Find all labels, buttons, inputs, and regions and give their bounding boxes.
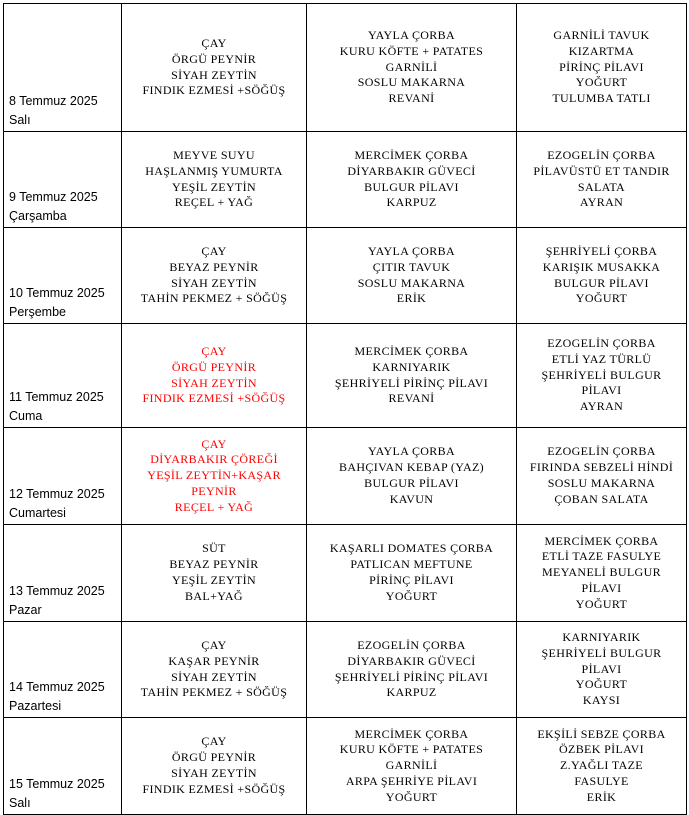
breakfast-item: ÇAY (201, 243, 227, 258)
date-text: 14 Temmuz 2025 (9, 680, 105, 694)
lunch-cell (307, 324, 517, 428)
menu-row (4, 525, 687, 622)
dinner-item: ŞEHRİYELİ ÇORBA (545, 243, 658, 258)
dinner-item: YOĞURT (575, 596, 628, 611)
dinner-item: ERİK (586, 789, 617, 804)
breakfast-item: SİYAH ZEYTİN (171, 67, 257, 82)
lunch-item: KURU KÖFTE + PATATES (339, 742, 484, 757)
breakfast-cell (122, 228, 307, 324)
weekday-text: Cuma (9, 409, 43, 423)
breakfast-item: TAHİN PEKMEZ + SÖĞÜŞ (140, 291, 288, 306)
breakfast-item: ÖRGÜ PEYNİR (171, 359, 257, 374)
date-cell (4, 622, 122, 718)
dinner-cell (517, 718, 687, 815)
dinner-item: ŞEHRİYELİ BULGUR (541, 367, 662, 382)
dinner-item: AYRAN (579, 195, 624, 210)
dinner-item: ÇOBAN SALATA (554, 491, 649, 506)
lunch-item: ŞEHRİYELİ PİRİNÇ PİLAVI (334, 669, 489, 684)
dinner-item: Z.YAĞLI TAZE (559, 758, 643, 773)
lunch-item: BULGUR PİLAVI (364, 179, 459, 194)
dinner-item: PİRİNÇ PİLAVI (559, 59, 644, 74)
breakfast-item: FINDIK EZMESİ +SÖĞÜŞ (142, 83, 286, 98)
dinner-item: YOĞURT (575, 677, 628, 692)
dinner-cell (517, 228, 687, 324)
lunch-cell (307, 228, 517, 324)
breakfast-cell (122, 622, 307, 718)
breakfast-item: TAHİN PEKMEZ + SÖĞÜŞ (140, 685, 288, 700)
weekday-text: Perşembe (9, 305, 66, 319)
breakfast-item: BEYAZ PEYNİR (169, 557, 259, 572)
lunch-item: ARPA ŞEHRİYE PİLAVI (345, 773, 478, 788)
lunch-item: KAŞARLI DOMATES ÇORBA (329, 541, 494, 556)
lunch-item: SOSLU MAKARNA (357, 275, 466, 290)
breakfast-item: YEŞİL ZEYTİN (171, 179, 257, 194)
breakfast-cell (122, 4, 307, 132)
menu-row (4, 132, 687, 228)
dinner-item: EZOGELİN ÇORBA (547, 444, 656, 459)
dinner-item: KARNIYARIK (562, 630, 641, 644)
breakfast-item: SİYAH ZEYTİN (171, 669, 257, 684)
dinner-item: PİLAVI (581, 580, 622, 595)
date-text: 11 Temmuz 2025 (9, 390, 104, 404)
breakfast-item: ÇAY (201, 35, 227, 50)
dinner-item: SOSLU MAKARNA (547, 476, 656, 490)
dinner-item: SALATA (577, 179, 626, 194)
dinner-item: ÖZBEK PİLAVI (559, 742, 644, 757)
date-cell (4, 428, 122, 525)
lunch-item: EZOGELİN ÇORBA (357, 637, 466, 652)
breakfast-item: FINDIK EZMESİ +SÖĞÜŞ (142, 781, 286, 796)
lunch-item: KURU KÖFTE + PATATES (339, 43, 484, 58)
date-cell (4, 525, 122, 622)
lunch-item: PATLICAN MEFTUNE (350, 557, 473, 572)
breakfast-item: SİYAH ZEYTİN (171, 375, 257, 390)
dinner-item: FASULYE (574, 773, 629, 788)
dinner-item: PİLAVÜSTÜ ET TANDIR (533, 163, 670, 178)
lunch-cell (307, 132, 517, 228)
breakfast-item: BEYAZ PEYNİR (169, 259, 259, 274)
menu-table-body (4, 4, 687, 815)
dinner-item: KARIŞIK MUSAKKA (542, 259, 661, 274)
weekday-text: Cumartesi (9, 506, 66, 520)
lunch-item: YAYLA ÇORBA (367, 28, 456, 42)
breakfast-item: ÇAY (201, 343, 227, 358)
lunch-item: YOĞURT (385, 588, 438, 603)
lunch-item: GARNİLİ (385, 59, 438, 74)
breakfast-item: SİYAH ZEYTİN (171, 275, 257, 290)
weekly-menu-table (3, 3, 687, 815)
weekday-text: Pazartesi (9, 699, 62, 713)
weekday-text: Salı (9, 113, 31, 127)
lunch-item: KARPUZ (386, 685, 437, 700)
breakfast-cell (122, 132, 307, 228)
breakfast-item: ÇAY (201, 637, 227, 652)
lunch-item: MERCİMEK ÇORBA (354, 147, 469, 162)
dinner-item: KIZARTMA (568, 43, 635, 58)
dinner-item: FIRINDA SEBZELİ HİNDİ (529, 460, 674, 475)
lunch-item: BULGUR PİLAVI (364, 476, 459, 490)
dinner-item: KAYSI (582, 693, 621, 708)
lunch-item: ERİK (396, 291, 427, 306)
breakfast-cell (122, 428, 307, 525)
lunch-item: YAYLA ÇORBA (367, 444, 456, 459)
lunch-item: SOSLU MAKARNA (357, 75, 466, 90)
breakfast-item: KAŞAR PEYNİR (168, 653, 260, 668)
breakfast-item: YEŞİL ZEYTİN+KAŞAR (147, 468, 281, 483)
date-cell (4, 132, 122, 228)
date-cell (4, 324, 122, 428)
breakfast-cell (122, 718, 307, 815)
weekday-text: Çarşamba (9, 209, 67, 223)
dinner-cell (517, 324, 687, 428)
weekday-text: Salı (9, 796, 31, 810)
date-text: 9 Temmuz 2025 (9, 190, 98, 204)
dinner-cell (517, 4, 687, 132)
dinner-item: TULUMBA TATLI (552, 91, 651, 106)
date-text: 10 Temmuz 2025 (9, 286, 105, 300)
breakfast-item: HAŞLANMIŞ YUMURTA (145, 163, 283, 178)
menu-row (4, 718, 687, 815)
lunch-item: PİRİNÇ PİLAVI (369, 573, 454, 587)
lunch-item: DİYARBAKIR GÜVECİ (347, 163, 476, 178)
lunch-cell (307, 525, 517, 622)
breakfast-item: REÇEL + YAĞ (174, 499, 254, 514)
lunch-item: MERCİMEK ÇORBA (354, 726, 469, 741)
date-cell (4, 228, 122, 324)
lunch-cell (307, 718, 517, 815)
dinner-item: EKŞİLİ SEBZE ÇORBA (537, 726, 666, 741)
breakfast-item: REÇEL + YAĞ (174, 195, 254, 210)
dinner-item: ŞEHRİYELİ BULGUR (541, 645, 662, 660)
breakfast-item: FINDIK EZMESİ +SÖĞÜŞ (142, 391, 286, 406)
breakfast-item: ÖRGÜ PEYNİR (171, 750, 257, 765)
date-cell (4, 718, 122, 815)
lunch-item: ŞEHRİYELİ PİRİNÇ PİLAVI (334, 375, 489, 390)
lunch-item: YOĞURT (385, 789, 438, 804)
lunch-item: KAVUN (389, 491, 434, 506)
dinner-cell (517, 132, 687, 228)
menu-row (4, 4, 687, 132)
dinner-item: PİLAVI (581, 661, 622, 676)
lunch-item: ÇITIR TAVUK (372, 259, 451, 274)
breakfast-item: ÇAY (201, 734, 227, 749)
dinner-item: MERCİMEK ÇORBA (544, 533, 659, 548)
breakfast-item: ÇAY (201, 436, 227, 451)
breakfast-item: SÜT (202, 541, 226, 556)
lunch-cell (307, 4, 517, 132)
date-text: 15 Temmuz 2025 (9, 777, 105, 791)
date-cell (4, 4, 122, 132)
lunch-item: MERCİMEK ÇORBA (354, 343, 469, 358)
breakfast-item: PEYNİR (191, 483, 237, 498)
breakfast-cell (122, 525, 307, 622)
breakfast-item: YEŞİL ZEYTİN (171, 573, 257, 587)
dinner-cell (517, 428, 687, 525)
menu-row (4, 428, 687, 525)
breakfast-item: BAL+YAĞ (185, 588, 243, 603)
breakfast-item: SİYAH ZEYTİN (171, 766, 257, 780)
dinner-item: EZOGELİN ÇORBA (547, 147, 656, 162)
dinner-item: GARNİLİ TAVUK (553, 28, 650, 42)
lunch-item: REVANİ (388, 391, 435, 406)
dinner-item: EZOGELİN ÇORBA (547, 336, 656, 350)
breakfast-item: MEYVE SUYU (173, 147, 255, 162)
lunch-cell (307, 622, 517, 718)
menu-row (4, 228, 687, 324)
dinner-item: BULGUR PİLAVI (554, 275, 649, 290)
breakfast-cell (122, 324, 307, 428)
lunch-item: GARNİLİ (385, 758, 438, 773)
date-text: 13 Temmuz 2025 (9, 584, 105, 598)
menu-row (4, 622, 687, 718)
dinner-item: PİLAVI (581, 383, 622, 398)
dinner-item: ETLİ TAZE FASULYE (541, 549, 662, 564)
dinner-item: YOĞURT (575, 75, 628, 90)
dinner-item: AYRAN (579, 399, 624, 414)
lunch-item: DİYARBAKIR GÜVECİ (347, 653, 476, 668)
weekday-text: Pazar (9, 603, 42, 617)
dinner-cell (517, 622, 687, 718)
lunch-item: REVANİ (388, 91, 435, 106)
dinner-item: ETLİ YAZ TÜRLÜ (551, 351, 652, 366)
lunch-item: YAYLA ÇORBA (367, 243, 456, 258)
date-text: 8 Temmuz 2025 (9, 94, 98, 108)
lunch-cell (307, 428, 517, 525)
dinner-item: MEYANELİ BULGUR (542, 565, 661, 580)
breakfast-item: ÖRGÜ PEYNİR (171, 51, 257, 66)
lunch-item: KARNIYARIK (372, 359, 451, 374)
dinner-item: YOĞURT (575, 291, 628, 306)
breakfast-item: DİYARBAKIR ÇÖREĞİ (150, 452, 278, 467)
lunch-item: BAHÇIVAN KEBAP (YAZ) (338, 460, 484, 475)
dinner-cell (517, 525, 687, 622)
lunch-item: KARPUZ (386, 195, 437, 210)
menu-row (4, 324, 687, 428)
date-text: 12 Temmuz 2025 (9, 487, 105, 501)
